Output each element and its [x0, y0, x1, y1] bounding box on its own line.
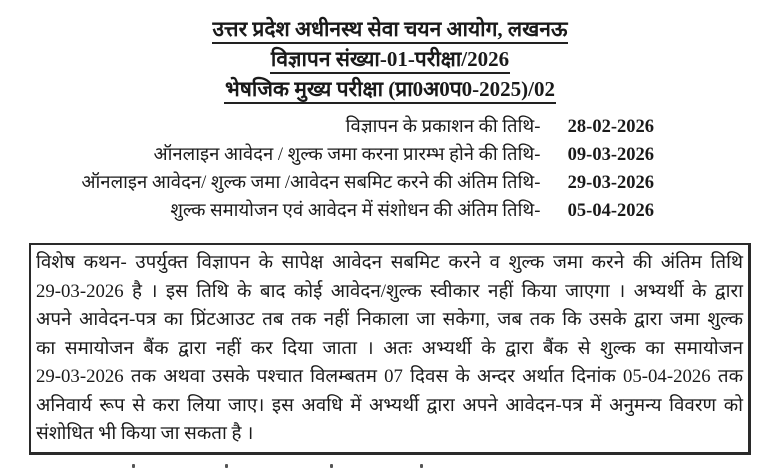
exam-title: भेषजिक मुख्य परीक्षा (प्रा0अ0प0-2025)/02 [224, 76, 556, 104]
date-row-application-start [81, 141, 654, 169]
special-note-line: विशेष कथन- उपर्युक्त विज्ञापन के सापेक्ष आवेदन सबमिट करने व शुल्क जमा करने की अंतिम तिथि [36, 252, 743, 273]
date-label: ऑनलाइन आवेदन / शुल्क जमा करना प्रारम्भ होने की तिथि- [153, 145, 541, 165]
date-value: 28-02-2026 [567, 117, 654, 137]
special-note-box [29, 243, 751, 455]
date-row-publication [81, 113, 654, 141]
advertisement-number: विज्ञापन संख्या-01-परीक्षा/2026 [270, 46, 510, 74]
date-label: शुल्क समायोजन एवं आवेदन में संशोधन की अंतिम तिथि- [170, 201, 541, 221]
special-note-line: अनिवार्य रूप से करा लिया जाए। इस अवधि में अभ्यर्थी द्वारा अपने आवेदन-पत्र में अनुमन्य विवरण को [36, 394, 743, 416]
date-row-fee-adjustment [81, 197, 654, 225]
date-label: विज्ञापन के प्रकाशन की तिथि- [345, 117, 541, 137]
date-label: ऑनलाइन आवेदन/ शुल्क जमा /आवेदन सबमिट करने की अंतिम तिथि- [81, 173, 541, 193]
important-dates [81, 113, 654, 225]
notice-header [0, 14, 780, 104]
special-note-line: अपने आवेदन-पत्र का प्रिंटआउट तब तक नहीं निकाला जा सकेगा, जब तक कि उसके द्वारा जमा शुल्क [36, 309, 743, 330]
special-note-line: का समायोजन बैंक द्वारा नहीं कर दिया जाता । अतः अभ्यर्थी के द्वारा बैंक से शुल्क का समायोजन [36, 337, 743, 359]
date-row-application-end [81, 169, 654, 197]
advertisement-heading [0, 44, 780, 74]
special-note-line: 29-03-2026 तक अथवा उसके पश्चात विलम्बतम 07 दिवस के अन्दर अर्थात दिनांक 05-04-2026 तक [36, 366, 743, 387]
date-value: 05-04-2026 [567, 201, 654, 221]
date-value: 09-03-2026 [567, 145, 654, 165]
date-value: 29-03-2026 [567, 173, 654, 193]
cropped-next-line [120, 462, 620, 470]
organization-heading [0, 14, 780, 44]
special-note-line: संशोधित भी किया जा सकता है । [36, 423, 254, 444]
organization-name: उत्तर प्रदेश अधीनस्थ सेवा चयन आयोग, लखनऊ [212, 16, 569, 44]
special-note-line: 29-03-2026 है । इस तिथि के बाद कोई आवेदन/शुल्क स्वीकार नहीं किया जाएगा । अभ्यर्थी के द्वारा [36, 280, 743, 302]
exam-heading [0, 74, 780, 104]
